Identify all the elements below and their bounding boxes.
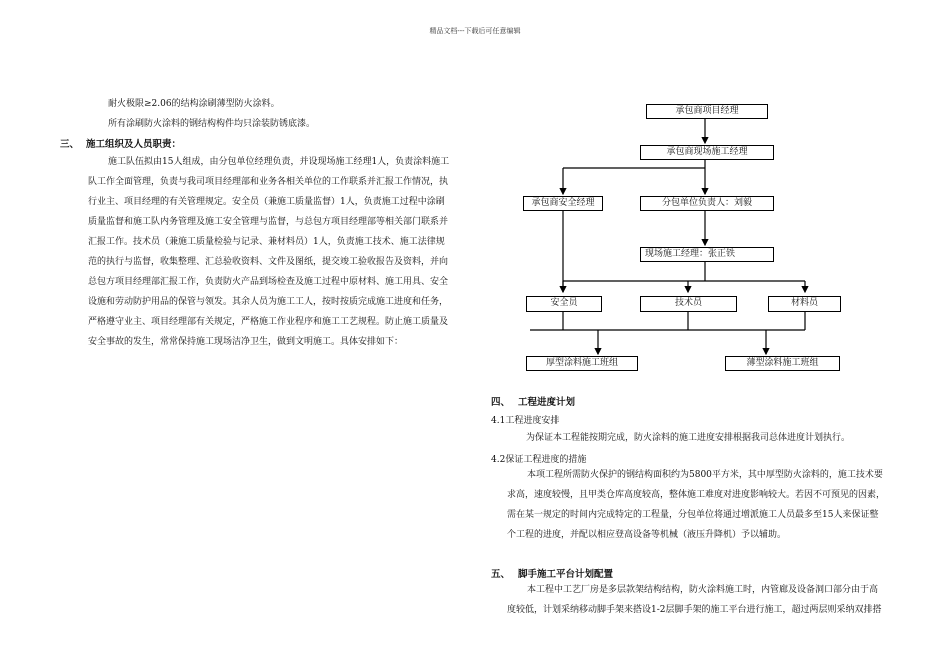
staffing-line: 范的执行与监督，收集整理、汇总验收资料、文件及图纸，提交竣工验收报告及资料，并向 (88, 257, 449, 267)
staffing-line: 队工作全面管理，负责与我司项目经理部和业务各相关单位的工作联系并汇报工作情况，执 (88, 177, 449, 187)
staffing-line: 质量监督和施工队内务管理及施工安全管理与监督，与总包方项目经理部等相关部门联系并 (88, 217, 449, 227)
subsection-4-1: 4.1工程进度安排 (491, 416, 560, 426)
org-node-material-officer: 材料员 (768, 296, 841, 312)
schedule-line: 需在某一规定的时间内完成特定的工程量，分包单位将通过增派施工人员最多至15人来保证整 (507, 510, 879, 520)
scaffold-line: 本工程中工艺厂房是多层款架结构结构，防火涂料施工时，内管廊及设备洞口部分由于高 (527, 585, 879, 595)
section-5-number: 五、 (491, 569, 511, 580)
staffing-line: 总包方项目经理部汇报工作，负责防火产品到场检查及施工过程中原材料、施工用具、安全 (88, 277, 449, 287)
schedule-line: 本项工程所需防火保护的钢结构面积约为5800平方米，其中厚型防火涂料的，施工技术要 (527, 470, 883, 480)
org-node-project-manager: 承包商项目经理 (646, 104, 768, 119)
section-3-number: 三、 (60, 139, 80, 150)
org-node-safety-manager: 承包商安全经理 (523, 196, 603, 211)
section-4-number: 四、 (491, 397, 511, 408)
scaffold-line: 度较低，计划采纳移动脚手架来搭设1-2层脚手架的施工平台进行施工，超过两层则采纳双排搭 (507, 605, 882, 615)
staffing-line: 安全事故的发生，常常保持施工现场洁净卫生，做到文明施工。具体安排如下： (88, 337, 404, 347)
schedule-line: 求高，速度较慢，且甲类仓库高度较高，整体施工难度对进度影响较大。若因不可预见的因素， (507, 490, 886, 500)
page-header: 精品文档---下载后可任意编辑 (429, 27, 521, 35)
org-node-subcontractor-head: 分包单位负责人：刘毅 (640, 196, 774, 211)
staffing-line: 严格遵守业主、项目经理部有关规定，严格施工作业程序和施工工艺规程。防止施工质量及 (88, 317, 449, 327)
schedule-measures-paragraph (507, 465, 885, 545)
subsection-4-2: 4.2保证工程进度的措施 (491, 455, 587, 465)
org-node-safety-officer: 安全员 (526, 296, 602, 312)
subsection-4-1-text: 为保证本工程能按期完成，防火涂料的施工进度安排根据我司总体进度计划执行。 (526, 433, 851, 443)
org-node-technician: 技术员 (640, 296, 737, 312)
org-node-site-manager: 承包商现场施工经理 (640, 145, 774, 160)
staffing-line: 设施和劳动防护用品的保管与领发。其余人员为施工工人，按时按质完成施工进度和任务， (88, 297, 449, 307)
org-node-thick-coating-team: 厚型涂料施工班组 (526, 356, 638, 371)
org-node-site-execution-manager: 现场施工经理：张正铁 (640, 247, 774, 262)
schedule-line: 个工程的进度，并配以相应登高设备等机械（液压升降机）予以辅助。 (507, 530, 787, 540)
section-5-title: 脚手施工平台计划配置 (518, 569, 614, 580)
staffing-line: 行业主、项目经理的有关管理规定。安全员（兼施工质量监督）1人，负责施工过程中涂刷 (88, 197, 445, 207)
section-3-title: 施工组织及人员职责： (86, 139, 182, 150)
org-node-thin-coating-team: 薄型涂料施工班组 (725, 356, 840, 371)
staffing-line: 施工队伍拟由15人组成，由分包单位经理负责，并设现场施工经理1人，负责涂料施工 (108, 157, 450, 167)
intro-line-2: 所有涂刷防火涂料的钢结构构件均只涂装防锈底漆。 (108, 119, 316, 129)
staffing-line: 汇报工作。技术员（兼施工质量检验与记录、兼材料员）1人，负责施工技术、施工法律规 (88, 237, 445, 247)
intro-line-1: 耐火极限≥2.06的结构涂刷薄型防火涂料。 (108, 99, 280, 109)
section-4-title: 工程进度计划 (518, 397, 576, 408)
scaffold-paragraph (507, 580, 882, 620)
